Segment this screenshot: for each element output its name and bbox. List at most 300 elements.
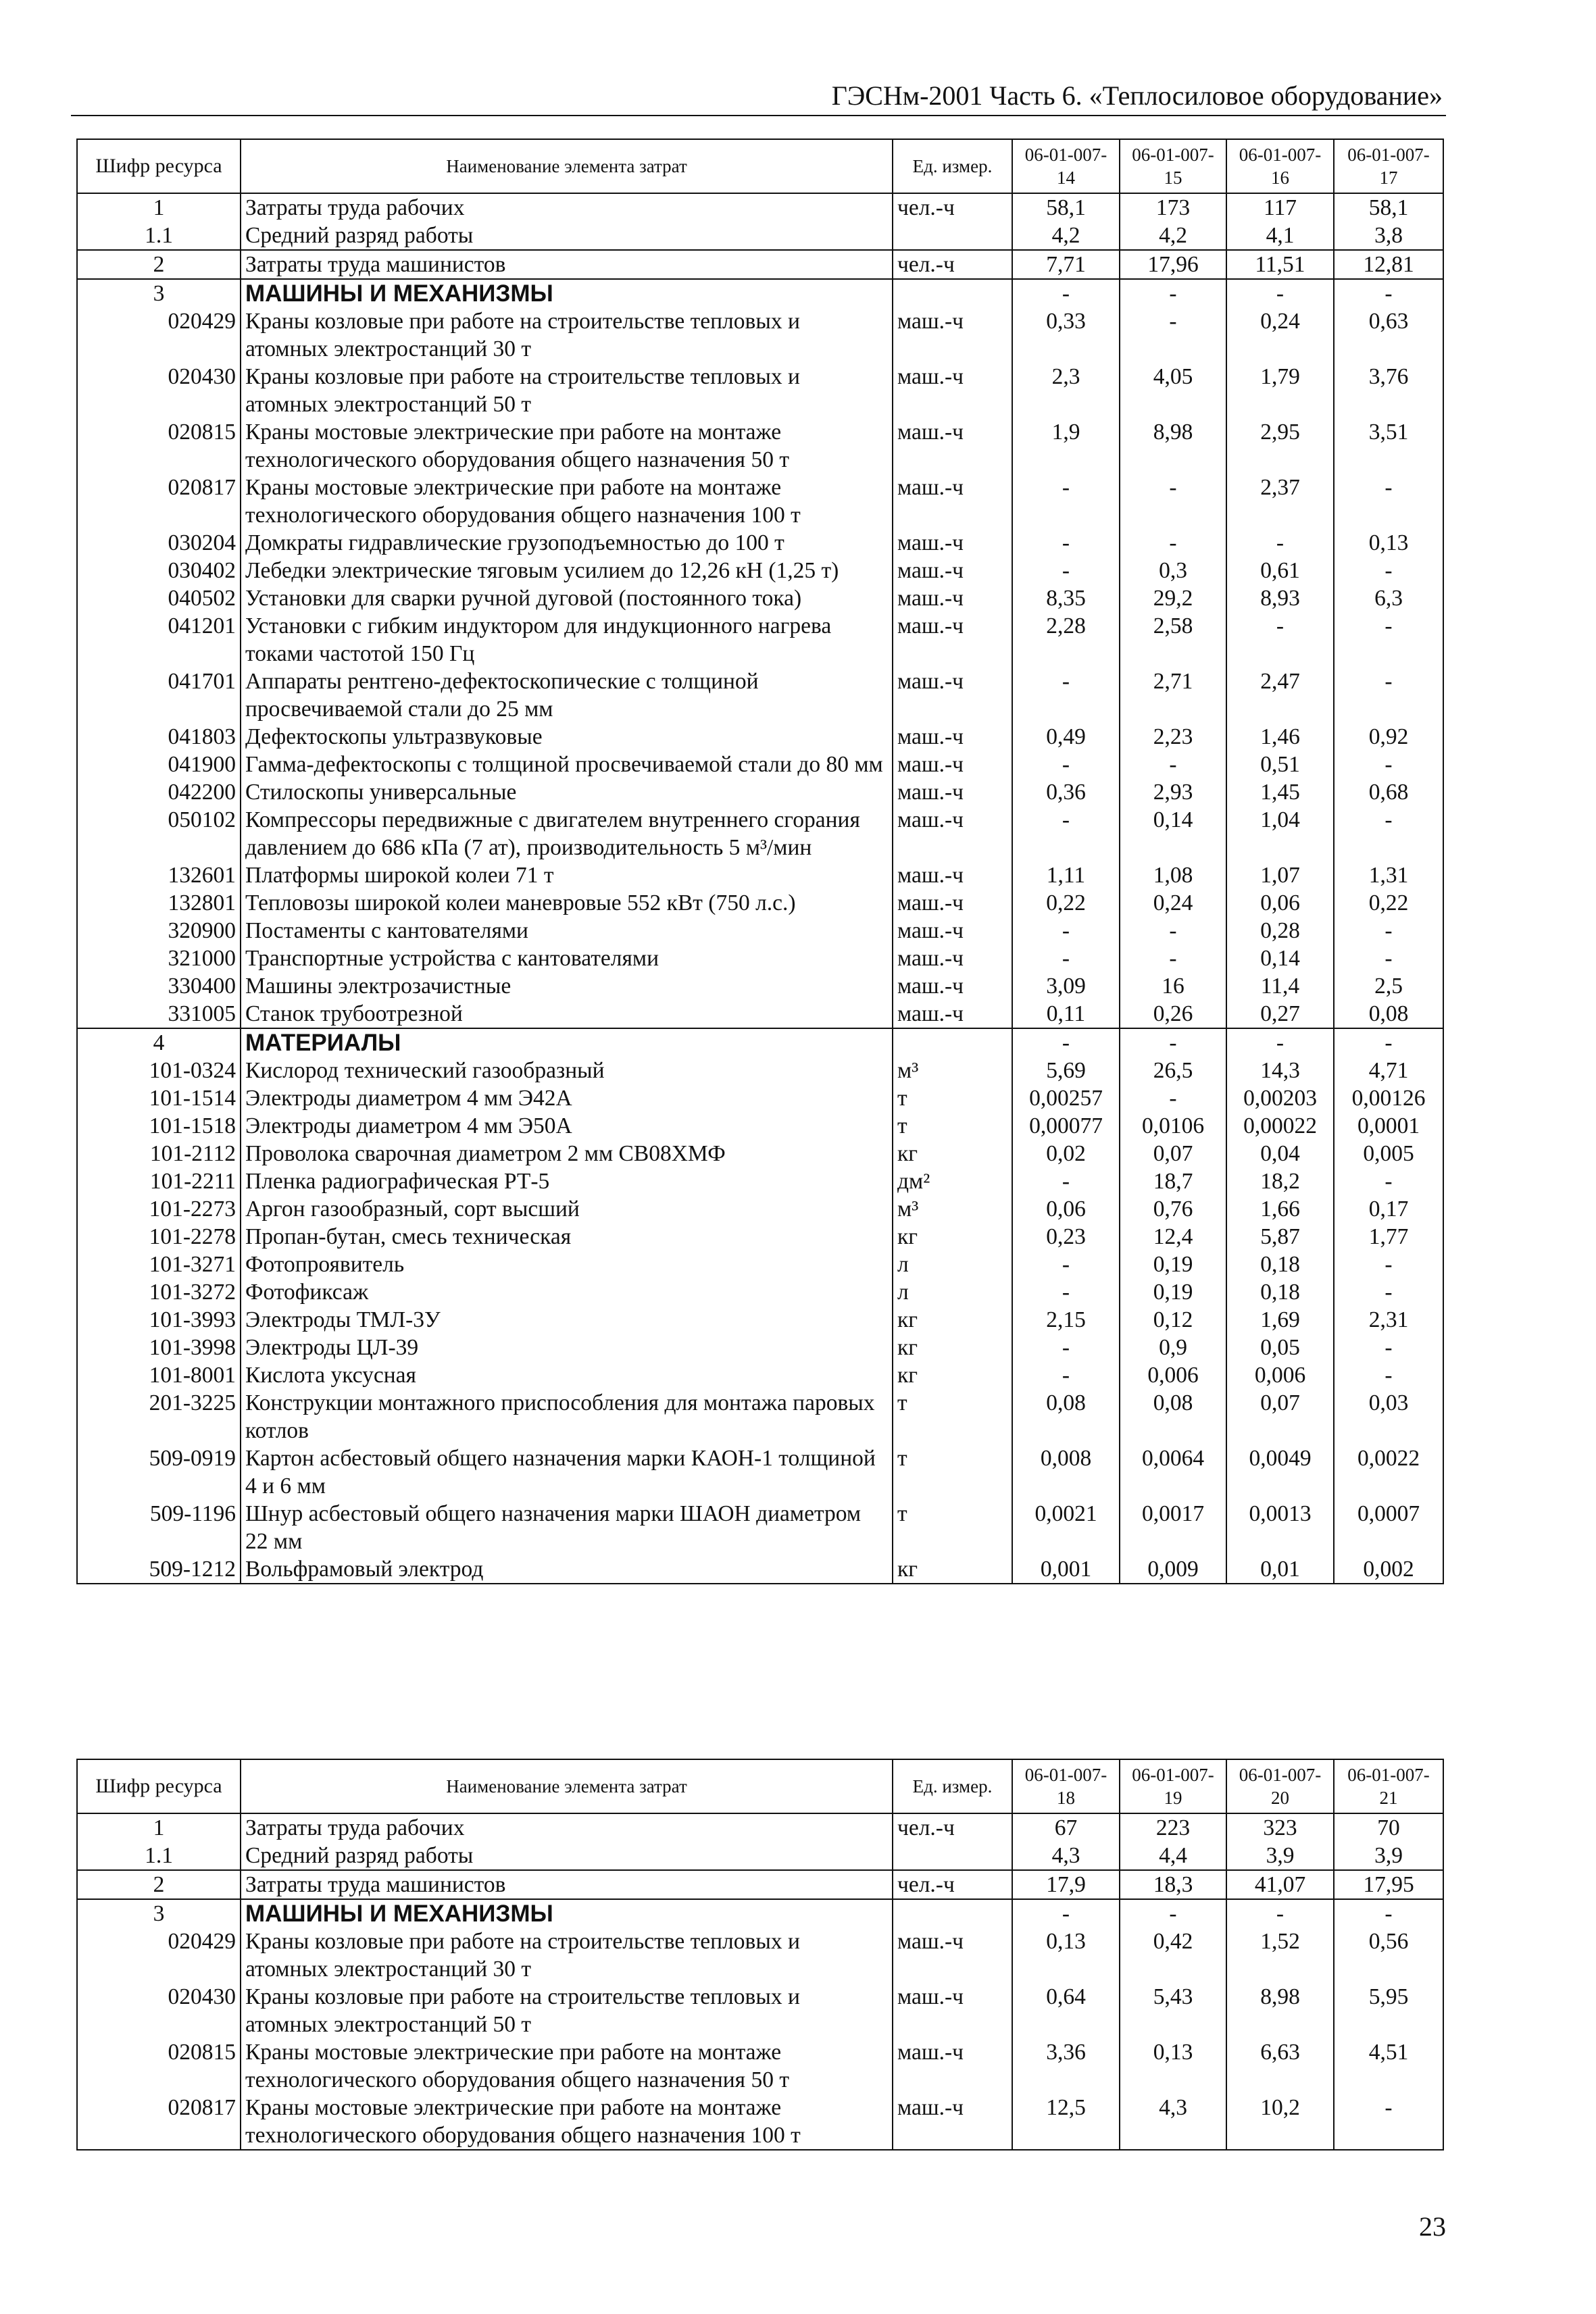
norm-value: - bbox=[1012, 1028, 1120, 1057]
unit-of-measure: маш.-ч bbox=[893, 363, 1012, 418]
norm-value: 0,0064 bbox=[1120, 1444, 1226, 1500]
norm-value: 223 bbox=[1120, 1813, 1226, 1842]
cost-element-name: Затраты труда рабочих bbox=[241, 1813, 893, 1842]
norm-value: 0,0017 bbox=[1120, 1500, 1226, 1555]
cost-element-name: Конструкции монтажного приспособления для монтажа паровых котлов bbox=[241, 1389, 893, 1444]
resource-code: 330400 bbox=[77, 972, 241, 1000]
norm-value: 8,35 bbox=[1012, 584, 1120, 612]
table-row bbox=[77, 723, 1443, 751]
norm-value: - bbox=[1334, 1028, 1443, 1057]
resource-code: 101-2273 bbox=[77, 1195, 241, 1223]
norm-value: 0,17 bbox=[1334, 1195, 1443, 1223]
cost-element-name: Стилоскопы универсальные bbox=[241, 778, 893, 806]
norm-value: - bbox=[1226, 529, 1334, 557]
resource-code: 101-1514 bbox=[77, 1084, 241, 1112]
norm-value: 0,13 bbox=[1120, 2038, 1226, 2094]
norm-value: 117 bbox=[1226, 193, 1334, 222]
resource-code: 3 bbox=[77, 279, 241, 307]
resource-code: 1.1 bbox=[77, 222, 241, 250]
resource-code: 041201 bbox=[77, 612, 241, 668]
norm-value: 8,98 bbox=[1120, 418, 1226, 474]
unit-of-measure: чел.-ч bbox=[893, 250, 1012, 279]
resource-code: 4 bbox=[77, 1028, 241, 1057]
cost-element-name: Краны мостовые электрические при работе на монтаже технологического оборудования общего назначения 100 т bbox=[241, 2094, 893, 2150]
norm-value: 3,8 bbox=[1334, 222, 1443, 250]
norm-value: 1,79 bbox=[1226, 363, 1334, 418]
cost-element-name: Пленка радиографическая РТ-5 bbox=[241, 1167, 893, 1195]
resource-code: 331005 bbox=[77, 1000, 241, 1028]
resource-code: 101-0324 bbox=[77, 1057, 241, 1084]
cost-element-name: Шнур асбестовый общего назначения марки ШАОН диаметром 22 мм bbox=[241, 1500, 893, 1555]
norm-value: 4,1 bbox=[1226, 222, 1334, 250]
resource-code: 2 bbox=[77, 1870, 241, 1899]
unit-of-measure: т bbox=[893, 1444, 1012, 1500]
norm-value: - bbox=[1012, 557, 1120, 584]
norm-value: 0,14 bbox=[1226, 945, 1334, 972]
norm-value: - bbox=[1334, 945, 1443, 972]
resource-code: 320900 bbox=[77, 917, 241, 945]
cost-element-name: Дефектоскопы ультразвуковые bbox=[241, 723, 893, 751]
header-norm-code: 06-01-007-20 bbox=[1226, 1759, 1334, 1813]
table-row bbox=[77, 1195, 1443, 1223]
norm-value: 0,01 bbox=[1226, 1555, 1334, 1584]
norm-value: - bbox=[1120, 307, 1226, 363]
resource-code: 020815 bbox=[77, 2038, 241, 2094]
running-header: ГЭСНм-2001 Часть 6. «Теплосиловое оборудование» bbox=[831, 80, 1443, 111]
norm-value: 0,009 bbox=[1120, 1555, 1226, 1584]
cost-element-name: Кислота уксусная bbox=[241, 1361, 893, 1389]
norm-value: - bbox=[1012, 1334, 1120, 1361]
norm-value: 0,08 bbox=[1120, 1389, 1226, 1444]
norm-value: 41,07 bbox=[1226, 1870, 1334, 1899]
cost-element-name: Гамма-дефектоскопы с толщиной просвечиваемой стали до 80 мм bbox=[241, 751, 893, 778]
resource-code: 101-2112 bbox=[77, 1140, 241, 1167]
norm-value: 4,2 bbox=[1012, 222, 1120, 250]
resource-code: 1 bbox=[77, 193, 241, 222]
resource-code: 1.1 bbox=[77, 1842, 241, 1870]
norm-value: - bbox=[1120, 945, 1226, 972]
norm-value: 4,4 bbox=[1120, 1842, 1226, 1870]
table-row bbox=[77, 1870, 1443, 1899]
norm-value: 0,36 bbox=[1012, 778, 1120, 806]
unit-of-measure: т bbox=[893, 1084, 1012, 1112]
table-row bbox=[77, 1899, 1443, 1928]
norm-value: 3,51 bbox=[1334, 418, 1443, 474]
norm-value: 0,05 bbox=[1226, 1334, 1334, 1361]
norm-value: 1,04 bbox=[1226, 806, 1334, 861]
norm-value: 0,24 bbox=[1120, 889, 1226, 917]
table-body-2 bbox=[77, 1813, 1443, 2150]
norm-value: 2,37 bbox=[1226, 474, 1334, 529]
table-row bbox=[77, 1389, 1443, 1444]
norm-value: 0,00022 bbox=[1226, 1112, 1334, 1140]
norm-value: 0,00257 bbox=[1012, 1084, 1120, 1112]
unit-of-measure: маш.-ч bbox=[893, 418, 1012, 474]
norm-value: - bbox=[1120, 1899, 1226, 1928]
norm-value: 1,9 bbox=[1012, 418, 1120, 474]
norm-value: 5,43 bbox=[1120, 1983, 1226, 2038]
table-row bbox=[77, 612, 1443, 668]
norm-value: - bbox=[1334, 1334, 1443, 1361]
norm-value: 0,006 bbox=[1226, 1361, 1334, 1389]
norm-value: 0,61 bbox=[1226, 557, 1334, 584]
norm-value: 3,9 bbox=[1226, 1842, 1334, 1870]
cost-element-name: Фотопроявитель bbox=[241, 1251, 893, 1278]
norm-value: 3,9 bbox=[1334, 1842, 1443, 1870]
table-row bbox=[77, 1983, 1443, 2038]
norm-value: - bbox=[1334, 806, 1443, 861]
cost-element-name: Затраты труда машинистов bbox=[241, 1870, 893, 1899]
unit-of-measure: м³ bbox=[893, 1195, 1012, 1223]
norm-value: 5,69 bbox=[1012, 1057, 1120, 1084]
norm-value: 0,00126 bbox=[1334, 1084, 1443, 1112]
header-norm-code: 06-01-007-15 bbox=[1120, 139, 1226, 193]
norm-value: - bbox=[1012, 1167, 1120, 1195]
norm-value: 0,92 bbox=[1334, 723, 1443, 751]
unit-of-measure: маш.-ч bbox=[893, 723, 1012, 751]
cost-element-name: Установки с гибким индуктором для индукционного нагрева токами частотой 150 Гц bbox=[241, 612, 893, 668]
norm-value: 1,08 bbox=[1120, 861, 1226, 889]
norm-value: - bbox=[1120, 1084, 1226, 1112]
norm-value: 14,3 bbox=[1226, 1057, 1334, 1084]
cost-element-name: Электроды диаметром 4 мм Э50А bbox=[241, 1112, 893, 1140]
norm-value: 1,66 bbox=[1226, 1195, 1334, 1223]
header-unit: Ед. измер. bbox=[893, 139, 1012, 193]
norm-value: 0,00203 bbox=[1226, 1084, 1334, 1112]
norm-value: 2,71 bbox=[1120, 668, 1226, 723]
table-row bbox=[77, 1813, 1443, 1842]
norm-value: 16 bbox=[1120, 972, 1226, 1000]
resource-code: 101-3272 bbox=[77, 1278, 241, 1306]
cost-element-name: Кислород технический газообразный bbox=[241, 1057, 893, 1084]
norm-value: 2,95 bbox=[1226, 418, 1334, 474]
resource-code: 020817 bbox=[77, 2094, 241, 2150]
norm-value: 0,49 bbox=[1012, 723, 1120, 751]
header-rule bbox=[71, 115, 1446, 116]
resource-code: 509-1196 bbox=[77, 1500, 241, 1555]
unit-of-measure: маш.-ч bbox=[893, 972, 1012, 1000]
cost-element-name: Затраты труда рабочих bbox=[241, 193, 893, 222]
norm-value: - bbox=[1120, 279, 1226, 307]
norm-value: - bbox=[1334, 1251, 1443, 1278]
table-row bbox=[77, 1140, 1443, 1167]
norm-value: - bbox=[1012, 1899, 1120, 1928]
norm-value: 6,63 bbox=[1226, 2038, 1334, 2094]
norm-value: 0,0106 bbox=[1120, 1112, 1226, 1140]
norm-value: 4,3 bbox=[1012, 1842, 1120, 1870]
table-row bbox=[77, 945, 1443, 972]
resource-code: 020429 bbox=[77, 1928, 241, 1983]
norm-value: 0,13 bbox=[1334, 529, 1443, 557]
norm-value: 0,19 bbox=[1120, 1251, 1226, 1278]
resource-code: 020429 bbox=[77, 307, 241, 363]
resource-code: 3 bbox=[77, 1899, 241, 1928]
table-row bbox=[77, 806, 1443, 861]
norm-value: 2,47 bbox=[1226, 668, 1334, 723]
table-row bbox=[77, 889, 1443, 917]
norm-value: 0,68 bbox=[1334, 778, 1443, 806]
unit-of-measure: чел.-ч bbox=[893, 1870, 1012, 1899]
unit-of-measure: чел.-ч bbox=[893, 1813, 1012, 1842]
resource-code: 509-0919 bbox=[77, 1444, 241, 1500]
norm-value: 2,5 bbox=[1334, 972, 1443, 1000]
resource-code: 030402 bbox=[77, 557, 241, 584]
unit-of-measure: маш.-ч bbox=[893, 806, 1012, 861]
table-row bbox=[77, 1028, 1443, 1057]
resource-code: 020430 bbox=[77, 1983, 241, 2038]
resource-code: 201-3225 bbox=[77, 1389, 241, 1444]
table-row bbox=[77, 584, 1443, 612]
unit-of-measure: маш.-ч bbox=[893, 2038, 1012, 2094]
unit-of-measure: маш.-ч bbox=[893, 1000, 1012, 1028]
unit-of-measure: л bbox=[893, 1251, 1012, 1278]
norm-value: 3,09 bbox=[1012, 972, 1120, 1000]
norm-value: 7,71 bbox=[1012, 250, 1120, 279]
cost-element-name: Краны козловые при работе на строительстве тепловых и атомных электростанций 50 т bbox=[241, 1983, 893, 2038]
norm-value: 5,87 bbox=[1226, 1223, 1334, 1251]
norm-value: 12,4 bbox=[1120, 1223, 1226, 1251]
norm-value: 17,9 bbox=[1012, 1870, 1120, 1899]
norm-value: 0,06 bbox=[1012, 1195, 1120, 1223]
norm-value: 0,0001 bbox=[1334, 1112, 1443, 1140]
norm-value: 3,76 bbox=[1334, 363, 1443, 418]
unit-of-measure: кг bbox=[893, 1306, 1012, 1334]
table-row bbox=[77, 1167, 1443, 1195]
resource-code: 132601 bbox=[77, 861, 241, 889]
cost-element-name: Затраты труда машинистов bbox=[241, 250, 893, 279]
norm-value: 12,81 bbox=[1334, 250, 1443, 279]
header-cost-element: Наименование элемента затрат bbox=[241, 1759, 893, 1813]
cost-element-name: Краны козловые при работе на строительстве тепловых и атомных электростанций 50 т bbox=[241, 363, 893, 418]
table-row bbox=[77, 193, 1443, 222]
cost-element-name: Аппараты рентгено-дефектоскопические с толщиной просвечиваемой стали до 25 мм bbox=[241, 668, 893, 723]
cost-element-name: Тепловозы широкой колеи маневровые 552 кВт (750 л.с.) bbox=[241, 889, 893, 917]
norm-value: 26,5 bbox=[1120, 1057, 1226, 1084]
cost-element-name: Фотофиксаж bbox=[241, 1278, 893, 1306]
resource-code: 101-8001 bbox=[77, 1361, 241, 1389]
header-unit: Ед. измер. bbox=[893, 1759, 1012, 1813]
unit-of-measure: маш.-ч bbox=[893, 307, 1012, 363]
norm-value: 6,3 bbox=[1334, 584, 1443, 612]
table-row bbox=[77, 250, 1443, 279]
unit-of-measure: кг bbox=[893, 1223, 1012, 1251]
norm-value: 8,98 bbox=[1226, 1983, 1334, 2038]
norm-value: 0,008 bbox=[1012, 1444, 1120, 1500]
norm-value: 2,28 bbox=[1012, 612, 1120, 668]
norm-value: 1,07 bbox=[1226, 861, 1334, 889]
unit-of-measure: чел.-ч bbox=[893, 193, 1012, 222]
norm-value: 0,13 bbox=[1012, 1928, 1120, 1983]
norm-value: 0,002 bbox=[1334, 1555, 1443, 1584]
cost-element-name: Краны мостовые электрические при работе на монтаже технологического оборудования общего назначения 50 т bbox=[241, 418, 893, 474]
resource-table-2 bbox=[76, 1759, 1444, 2150]
norm-value: - bbox=[1226, 279, 1334, 307]
header-norm-code: 06-01-007-21 bbox=[1334, 1759, 1443, 1813]
norm-value: 2,15 bbox=[1012, 1306, 1120, 1334]
norm-value: 0,11 bbox=[1012, 1000, 1120, 1028]
resource-table-1 bbox=[76, 139, 1444, 1584]
header-norm-code: 06-01-007-19 bbox=[1120, 1759, 1226, 1813]
resource-code: 132801 bbox=[77, 889, 241, 917]
header-resource-code: Шифр ресурса bbox=[77, 1759, 241, 1813]
cost-element-name: Лебедки электрические тяговым усилием до 12,26 кН (1,25 т) bbox=[241, 557, 893, 584]
resource-code: 2 bbox=[77, 250, 241, 279]
norm-value: - bbox=[1334, 279, 1443, 307]
unit-of-measure: маш.-ч bbox=[893, 889, 1012, 917]
table-row bbox=[77, 1500, 1443, 1555]
norm-value: 0,0013 bbox=[1226, 1500, 1334, 1555]
table-row bbox=[77, 1555, 1443, 1584]
norm-value: 2,23 bbox=[1120, 723, 1226, 751]
norm-value: 4,05 bbox=[1120, 363, 1226, 418]
norm-value: 0,51 bbox=[1226, 751, 1334, 778]
norm-value: 8,93 bbox=[1226, 584, 1334, 612]
norm-value: - bbox=[1012, 529, 1120, 557]
norm-value: 29,2 bbox=[1120, 584, 1226, 612]
norm-value: 1,46 bbox=[1226, 723, 1334, 751]
norm-value: - bbox=[1120, 474, 1226, 529]
norm-value: - bbox=[1120, 529, 1226, 557]
norm-value: 0,04 bbox=[1226, 1140, 1334, 1167]
norm-value: - bbox=[1334, 751, 1443, 778]
norm-value: 0,0007 bbox=[1334, 1500, 1443, 1555]
cost-element-name: Станок трубоотрезной bbox=[241, 1000, 893, 1028]
norm-value: 17,95 bbox=[1334, 1870, 1443, 1899]
table-row bbox=[77, 1057, 1443, 1084]
cost-element-name: Компрессоры передвижные с двигателем внутреннего сгорания давлением до 686 кПа (7 ат), производительность 5 м³/мин bbox=[241, 806, 893, 861]
cost-element-name: Домкраты гидравлические грузоподъемностью до 100 т bbox=[241, 529, 893, 557]
table-row bbox=[77, 1278, 1443, 1306]
unit-of-measure: маш.-ч bbox=[893, 557, 1012, 584]
table-row bbox=[77, 751, 1443, 778]
cost-element-name: Платформы широкой колеи 71 т bbox=[241, 861, 893, 889]
unit-of-measure: кг bbox=[893, 1555, 1012, 1584]
resource-code: 020815 bbox=[77, 418, 241, 474]
norm-value: 0,22 bbox=[1334, 889, 1443, 917]
unit-of-measure: дм² bbox=[893, 1167, 1012, 1195]
table-row bbox=[77, 363, 1443, 418]
norm-value: 4,51 bbox=[1334, 2038, 1443, 2094]
norm-value: - bbox=[1334, 2094, 1443, 2150]
table-row bbox=[77, 1112, 1443, 1140]
cost-element-name: Картон асбестовый общего назначения марки КАОН-1 толщиной 4 и 6 мм bbox=[241, 1444, 893, 1500]
norm-value: - bbox=[1012, 751, 1120, 778]
unit-of-measure bbox=[893, 222, 1012, 250]
unit-of-measure: т bbox=[893, 1389, 1012, 1444]
unit-of-measure: кг bbox=[893, 1140, 1012, 1167]
norm-value: - bbox=[1012, 806, 1120, 861]
cost-element-name: МАШИНЫ И МЕХАНИЗМЫ bbox=[241, 1899, 893, 1928]
header-norm-code: 06-01-007-17 bbox=[1334, 139, 1443, 193]
norm-value: 173 bbox=[1120, 193, 1226, 222]
cost-element-name: Пропан-бутан, смесь техническая bbox=[241, 1223, 893, 1251]
table-row bbox=[77, 279, 1443, 307]
table-row bbox=[77, 222, 1443, 250]
resource-code: 040502 bbox=[77, 584, 241, 612]
norm-value: 1,77 bbox=[1334, 1223, 1443, 1251]
table-row bbox=[77, 1444, 1443, 1500]
norm-value: 18,2 bbox=[1226, 1167, 1334, 1195]
norm-value: 10,2 bbox=[1226, 2094, 1334, 2150]
norm-value: 0,12 bbox=[1120, 1306, 1226, 1334]
norm-value: - bbox=[1012, 1278, 1120, 1306]
table-row bbox=[77, 1306, 1443, 1334]
table-body-1 bbox=[77, 193, 1443, 1584]
norm-value: 2,58 bbox=[1120, 612, 1226, 668]
cost-element-name: Транспортные устройства с кантователями bbox=[241, 945, 893, 972]
cost-element-name: Аргон газообразный, сорт высший bbox=[241, 1195, 893, 1223]
norm-value: 0,07 bbox=[1226, 1389, 1334, 1444]
unit-of-measure: л bbox=[893, 1278, 1012, 1306]
unit-of-measure: маш.-ч bbox=[893, 668, 1012, 723]
header-cost-element: Наименование элемента затрат bbox=[241, 139, 893, 193]
table-row bbox=[77, 1084, 1443, 1112]
norm-value: - bbox=[1334, 917, 1443, 945]
norm-value: - bbox=[1012, 474, 1120, 529]
norm-value: 0,19 bbox=[1120, 1278, 1226, 1306]
norm-value: 0,18 bbox=[1226, 1251, 1334, 1278]
norm-value: 70 bbox=[1334, 1813, 1443, 1842]
norm-value: 0,07 bbox=[1120, 1140, 1226, 1167]
resource-code: 321000 bbox=[77, 945, 241, 972]
header-norm-code: 06-01-007-18 bbox=[1012, 1759, 1120, 1813]
norm-value: 1,52 bbox=[1226, 1928, 1334, 1983]
table-row bbox=[77, 474, 1443, 529]
unit-of-measure: маш.-ч bbox=[893, 474, 1012, 529]
norm-value: 0,001 bbox=[1012, 1555, 1120, 1584]
norm-value: - bbox=[1226, 1028, 1334, 1057]
norm-value: 323 bbox=[1226, 1813, 1334, 1842]
table-row bbox=[77, 418, 1443, 474]
norm-value: - bbox=[1334, 1278, 1443, 1306]
resource-code: 101-1518 bbox=[77, 1112, 241, 1140]
norm-value: - bbox=[1012, 279, 1120, 307]
unit-of-measure: маш.-ч bbox=[893, 751, 1012, 778]
resource-code: 041803 bbox=[77, 723, 241, 751]
table-row bbox=[77, 1334, 1443, 1361]
norm-value: 0,0021 bbox=[1012, 1500, 1120, 1555]
norm-value: 0,00077 bbox=[1012, 1112, 1120, 1140]
norm-value: 0,06 bbox=[1226, 889, 1334, 917]
resource-code: 042200 bbox=[77, 778, 241, 806]
norm-value: - bbox=[1012, 668, 1120, 723]
norm-value: 0,0049 bbox=[1226, 1444, 1334, 1500]
norm-value: 17,96 bbox=[1120, 250, 1226, 279]
table-row bbox=[77, 972, 1443, 1000]
cost-element-name: Краны мостовые электрические при работе на монтаже технологического оборудования общего назначения 100 т bbox=[241, 474, 893, 529]
norm-value: - bbox=[1012, 945, 1120, 972]
norm-value: 18,3 bbox=[1120, 1870, 1226, 1899]
table-row bbox=[77, 861, 1443, 889]
cost-element-name: Средний разряд работы bbox=[241, 222, 893, 250]
resource-code: 101-3993 bbox=[77, 1306, 241, 1334]
norm-value: 2,93 bbox=[1120, 778, 1226, 806]
norm-value: 5,95 bbox=[1334, 1983, 1443, 2038]
norm-value: - bbox=[1120, 751, 1226, 778]
norm-value: 0,005 bbox=[1334, 1140, 1443, 1167]
norm-value: - bbox=[1334, 1899, 1443, 1928]
norm-value: 1,11 bbox=[1012, 861, 1120, 889]
unit-of-measure: кг bbox=[893, 1361, 1012, 1389]
cost-element-name: Краны козловые при работе на строительстве тепловых и атомных электростанций 30 т bbox=[241, 307, 893, 363]
norm-value: 0,22 bbox=[1012, 889, 1120, 917]
table-row bbox=[77, 1842, 1443, 1870]
resource-code: 101-3998 bbox=[77, 1334, 241, 1361]
norm-value: 0,33 bbox=[1012, 307, 1120, 363]
norm-value: - bbox=[1120, 917, 1226, 945]
table-row bbox=[77, 778, 1443, 806]
resource-code: 050102 bbox=[77, 806, 241, 861]
